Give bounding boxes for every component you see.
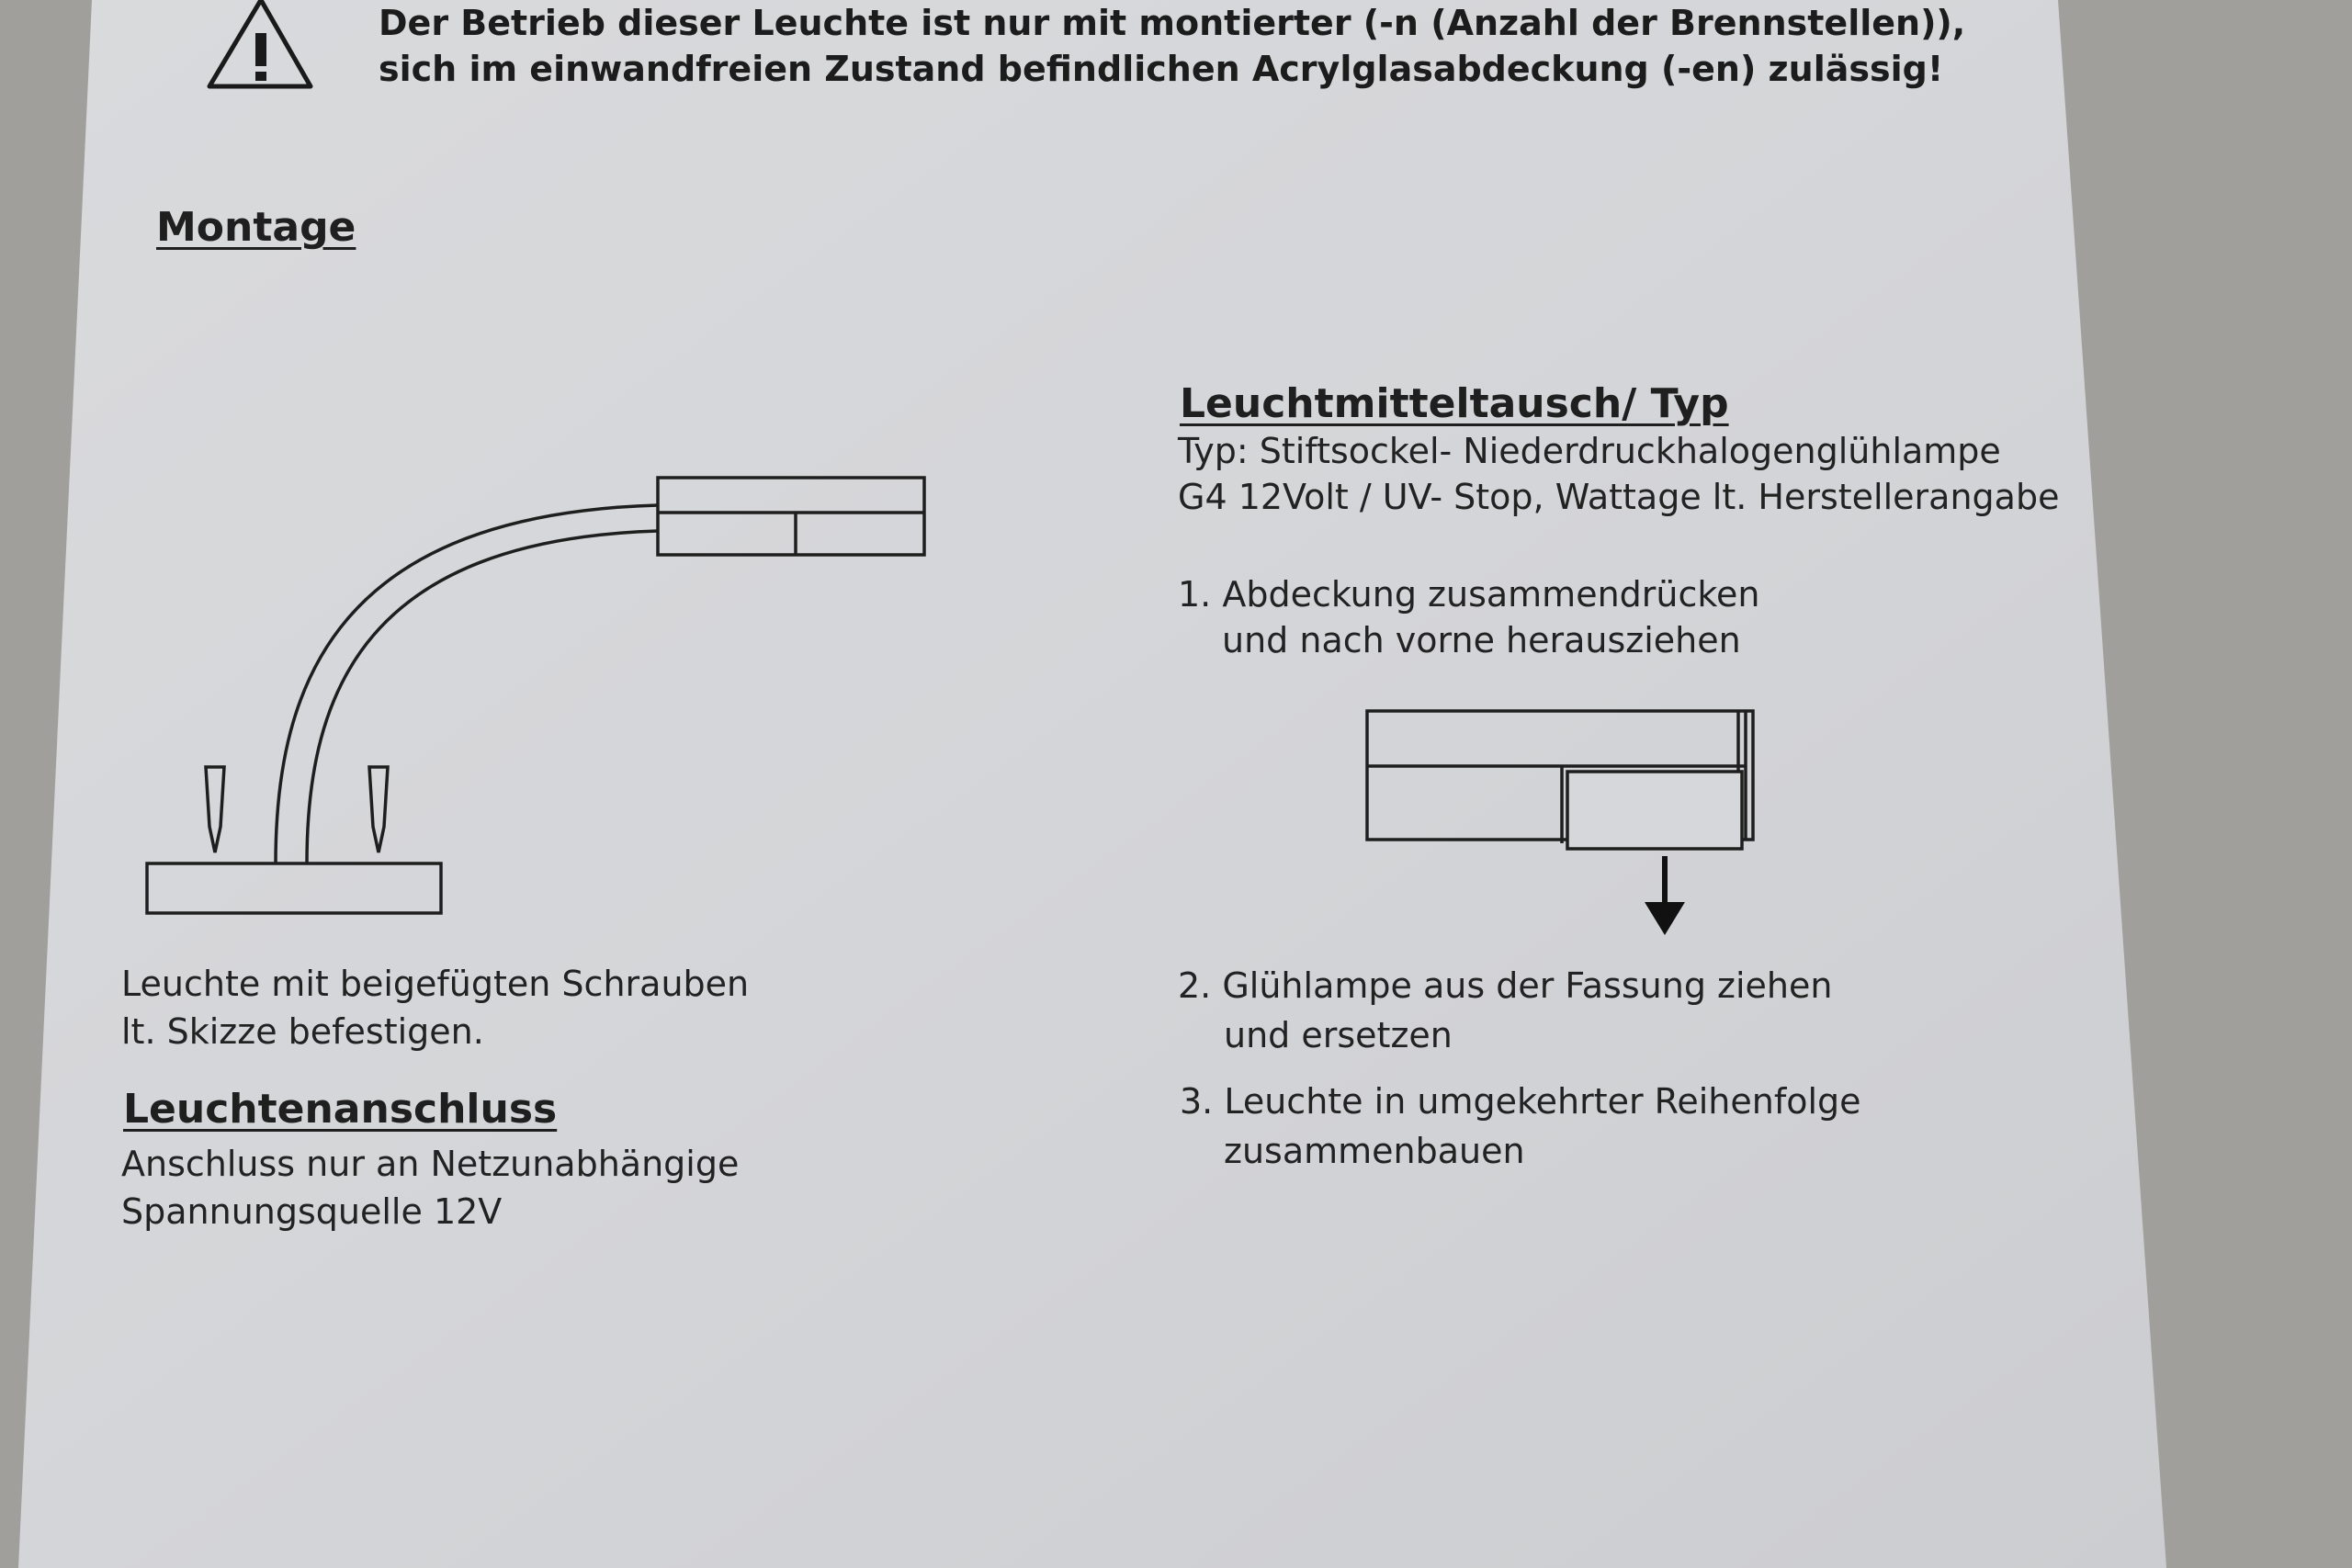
leuchtenanschluss-line-1: Anschluss nur an Netzunabhängige	[121, 1144, 740, 1184]
montage-caption-line-1: Leuchte mit beigefügten Schrauben	[121, 964, 750, 1004]
lamp-type-line-2: G4 12Volt / UV- Stop, Wattage lt. Herstellerangabe	[1178, 477, 2060, 517]
warning-triangle-icon	[204, 0, 318, 92]
step-1-line-1: 1. Abdeckung zusammendrücken	[1178, 574, 1760, 615]
step-3-line-2: zusammenbauen	[1224, 1131, 1525, 1171]
leuchtmitteltausch-heading: Leuchtmitteltausch/ Typ	[1180, 380, 1729, 427]
step-1-line-2: und nach vorne herausziehen	[1222, 620, 1741, 660]
down-arrow-icon	[1639, 856, 1690, 937]
montage-heading: Montage	[156, 204, 356, 251]
lamp-mounting-sketch	[138, 459, 937, 937]
lamp-type-line-1: Typ: Stiftsockel- Niederdruckhalogenglühlampe	[1178, 431, 2001, 471]
leuchtenanschluss-heading: Leuchtenanschluss	[123, 1086, 558, 1133]
montage-caption-line-2: lt. Skizze befestigen.	[121, 1011, 484, 1052]
step-2-line-1: 2. Glühlampe aus der Fassung ziehen	[1178, 965, 1833, 1006]
warning-line-2: sich im einwandfreien Zustand befindlichen Acrylglasabdeckung (-en) zulässig!	[379, 49, 1944, 89]
step-3-line-1: 3. Leuchte in umgekehrter Reihenfolge	[1180, 1081, 1861, 1122]
leuchtenanschluss-line-2: Spannungsquelle 12V	[121, 1191, 503, 1232]
cover-removal-sketch	[1360, 704, 1773, 942]
warning-line-1: Der Betrieb dieser Leuchte ist nur mit montierter (-n (Anzahl der Brennstellen)),	[379, 3, 1966, 43]
step-2-line-2: und ersetzen	[1224, 1015, 1453, 1055]
